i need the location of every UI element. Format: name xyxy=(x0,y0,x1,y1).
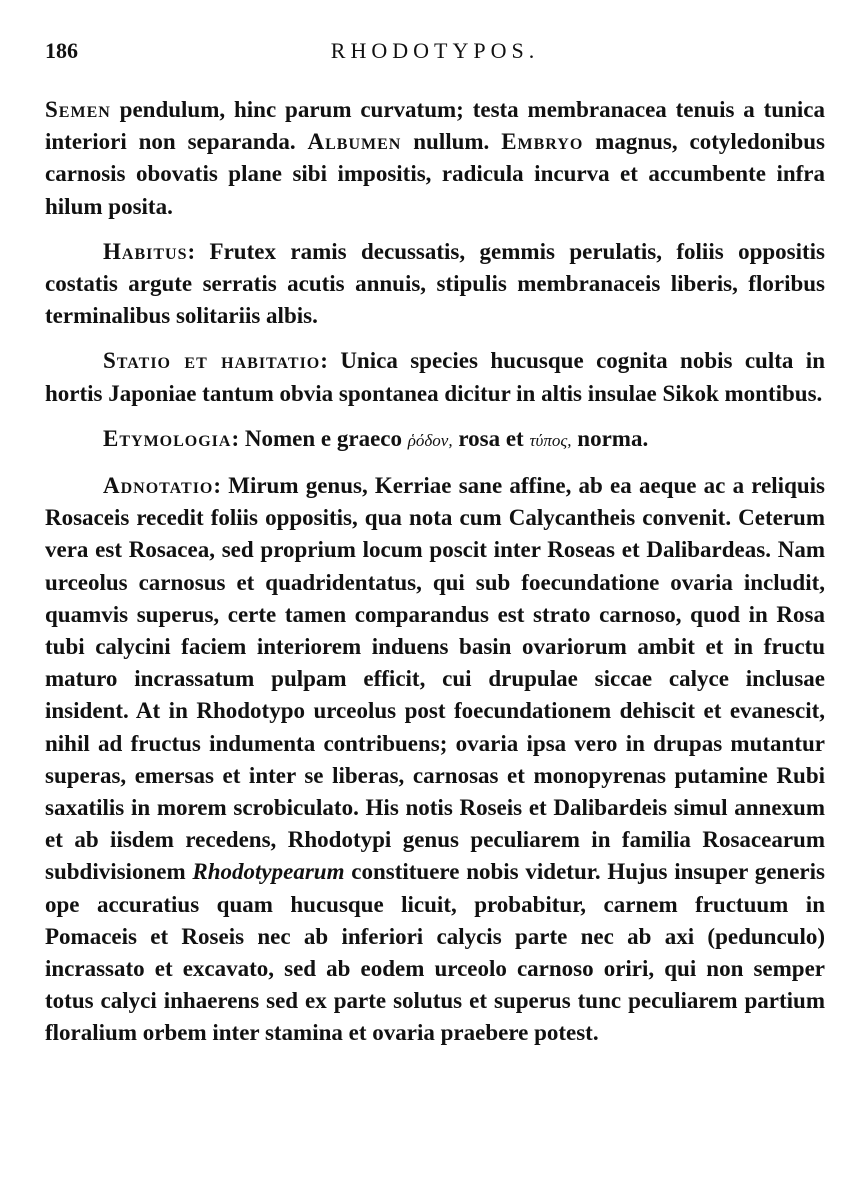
page-header xyxy=(45,38,825,78)
semen-label: Semen xyxy=(45,97,111,122)
semen-text-3: magnus, cotyledonibus carnosis obovatis plane sibi impositis, radicula incurva et accumbente infra hilum posita. xyxy=(45,129,825,219)
adnotatio-text-1: : Mirum genus, Kerriae sane affine, ab ea aeque ac a reliquis Rosaceis recedit foliis oppositis, qua nota cum Calycantheis convenit. Ceterum vera est Rosacea, sed proprium locum poscit inter Roseas et Dalibardeas. Nam urceolus carnosus et quadridentatus, qui sub foecundatione ovaria includit, quamvis superus, certe tamen comparandus est strato carnoso, quod in Rosa tubi calycini faciem interiorem induens basin ovariorum ambit et in fructu maturo incrassatum pulpam efficit, cui drupulae siccae calyce inclusae insident. At in Rhodotypo urceolus post foecundationem dehiscit et evanescit, nihil ad fructus indumenta contribuens; ovaria ipsa vero in drupas mutantur superas, emersas et inter se liberas, carnosas et monopyrenas putamine Rubi saxatilis in morem scrobiculato. His notis Roseis et Dalibardeis simul annexum et ab iisdem recedens, Rhodotypi genus peculiarem in familia Rosacearum subdivisionem xyxy=(45,473,825,885)
paragraph-semen xyxy=(45,94,825,223)
semen-text-2: nullum. xyxy=(401,129,502,155)
adnotatio-label: Adnotatio xyxy=(103,473,214,499)
greek-word-typos: τύπος, xyxy=(529,430,572,450)
page-number: 186 xyxy=(45,38,78,63)
paragraph-adnotatio xyxy=(45,470,825,1050)
adnotatio-text-2: constituere nobis videtur. Hujus insuper generis ope accuratius quam hucusque licuit, probabitur, carnem fructuum in Pomaceis et Roseis nec ab inferiori calycis parte nec ab axi (pedunculo) incrassato et excavato, sed ab eodem urceolo carnoso oriri, qui non semper totus calyci inhaerens sed ex parte solutus et superus tunc peculiarem partium floralium orbem inter stamina et ovaria praebere potest. xyxy=(45,859,825,1046)
paragraph-statio xyxy=(45,345,825,409)
habitus-text: : Frutex ramis decussatis, gemmis perulatis, foliis oppositis costatis argute serratis acutis annuis, stipulis membranaceis liberis, floribus terminalibus solitariis albis. xyxy=(45,238,825,329)
etymologia-text-2: rosa et xyxy=(452,425,530,451)
embryo-label: Embryo xyxy=(501,129,584,155)
statio-label: Statio et habitatio xyxy=(103,348,321,374)
paragraph-habitus xyxy=(45,236,825,333)
book-page xyxy=(45,38,825,1050)
statio-text: : Unica species hucusque cognita nobis culta in hortis Japoniae tantum obvia spontanea dicitur in altis insulae Sikok montibus. xyxy=(45,348,825,406)
albumen-label: Albumen xyxy=(307,129,402,155)
paragraph-etymologia xyxy=(45,423,825,457)
habitus-label: Habitus xyxy=(103,238,188,264)
running-title: RHODOTYPOS. xyxy=(330,38,540,63)
greek-word-rhodon: ῥόδον, xyxy=(407,430,453,450)
etymologia-label: Etymologia xyxy=(103,425,232,451)
semen-text-1: pendulum, hinc parum curvatum; testa membranacea tenuis a tunica interiori non separanda. xyxy=(45,97,825,155)
etymologia-text-1: : Nomen e graeco xyxy=(231,425,408,451)
etymologia-text-3: norma. xyxy=(571,425,649,451)
adnotatio-italic-term: Rhodotypearum xyxy=(192,859,345,885)
